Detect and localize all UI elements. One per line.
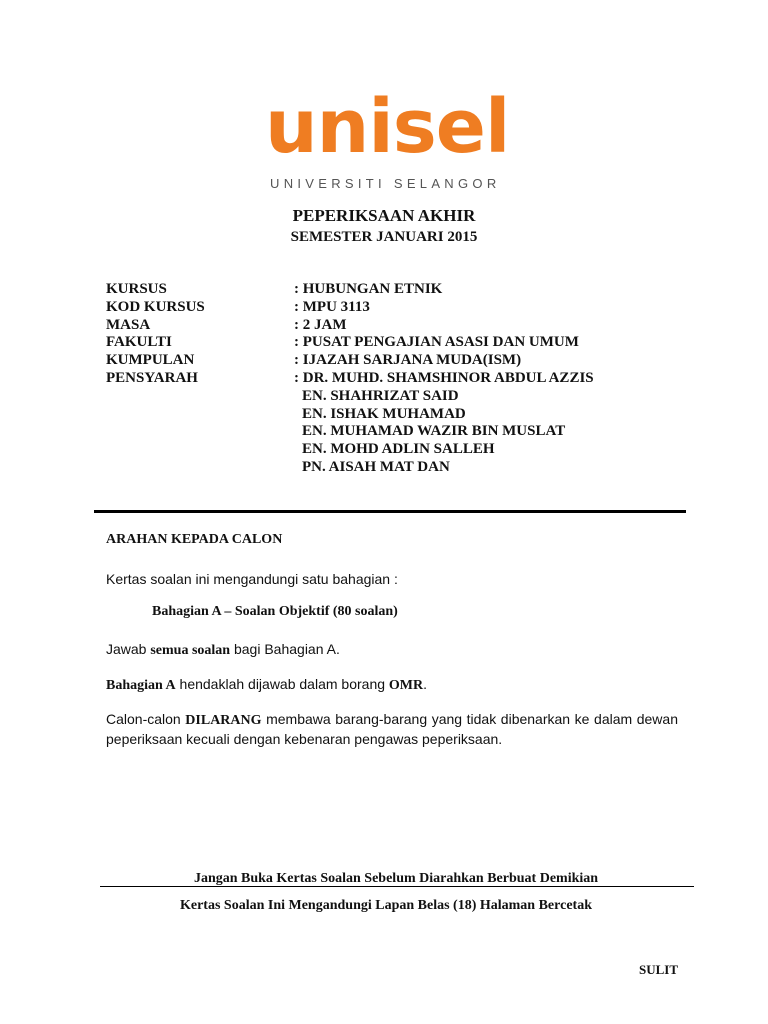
exam-title: PEPERIKSAAN AKHIR bbox=[292, 206, 476, 225]
text-run: Jawab bbox=[106, 641, 151, 657]
info-value: : PUSAT PENGAJIAN ASASI DAN UMUM bbox=[294, 334, 579, 351]
classification-label: SULIT bbox=[638, 962, 678, 977]
exam-semester: SEMESTER JANUARI 2015 bbox=[290, 229, 478, 245]
info-label: MASA bbox=[106, 316, 151, 333]
lecturer-item: PN. AISAH MAT DAN bbox=[302, 458, 450, 475]
text-run: hendaklah dijawab dalam borang bbox=[175, 676, 389, 692]
section-divider bbox=[94, 510, 686, 513]
text-run-bold: OMR bbox=[388, 678, 424, 693]
lecturer-item: EN. SHAHRIZAT SAID bbox=[302, 387, 459, 404]
info-label: PENSYARAH bbox=[106, 369, 198, 386]
instructions-section: Bahagian A – Soalan Objektif (80 soalan) bbox=[152, 604, 398, 619]
footer-divider bbox=[100, 886, 694, 887]
instructions-omr bbox=[106, 676, 678, 694]
lecturer-item: EN. MUHAMAD WAZIR BIN MUSLAT bbox=[302, 423, 566, 440]
text-run-bold: semua soalan bbox=[150, 643, 231, 658]
instructions-intro: Kertas soalan ini mengandungi satu bahagian : bbox=[106, 571, 398, 587]
logo-subtitle: UNIVERSITI SELANGOR bbox=[270, 176, 501, 191]
info-value: : DR. MUHD. SHAMSHINOR ABDUL AZZIS bbox=[294, 369, 594, 386]
info-label: KURSUS bbox=[106, 281, 167, 297]
course-info bbox=[106, 281, 594, 477]
text-run: membawa barang-barang yang tidak dibenarkan ke dalam dewan peperiksaan kecuali dengan kebenaran pengawas peperiksaan. bbox=[106, 711, 678, 747]
text-run: Calon-calon bbox=[106, 711, 186, 727]
info-row-kumpulan bbox=[106, 352, 594, 370]
lecturer-item: EN. MOHD ADLIN SALLEH bbox=[302, 441, 495, 458]
lecturer-item: EN. ISHAK MUHAMAD bbox=[302, 405, 466, 422]
text-run-bold: DILARANG bbox=[185, 713, 262, 728]
logo-wordmark: unisel bbox=[265, 84, 510, 170]
info-row-fakulti bbox=[106, 334, 594, 352]
info-value: : IJAZAH SARJANA MUDA(ISM) bbox=[294, 352, 522, 369]
instructions-answer-all bbox=[106, 641, 678, 659]
info-value: : HUBUNGAN ETNIK bbox=[294, 281, 443, 297]
info-row-pensyarah bbox=[106, 370, 594, 388]
info-row-kod-kursus bbox=[106, 299, 594, 317]
text-run: bagi Bahagian A. bbox=[230, 641, 340, 657]
unisel-logo bbox=[265, 84, 525, 191]
info-row-masa bbox=[106, 317, 594, 335]
info-label: KOD KURSUS bbox=[106, 298, 205, 315]
text-run-bold: Bahagian A bbox=[106, 678, 176, 693]
text-run: . bbox=[423, 676, 428, 692]
info-row-kursus bbox=[106, 281, 594, 299]
footer-warning: Jangan Buka Kertas Soalan Sebelum Diarahkan Berbuat Demikian bbox=[193, 871, 599, 886]
instructions-heading: ARAHAN KEPADA CALON bbox=[106, 532, 283, 547]
footer-page-count: Kertas Soalan Ini Mengandungi Lapan Belas (18) Halaman Bercetak bbox=[179, 898, 592, 913]
instructions-prohibited bbox=[106, 710, 678, 749]
info-value: : 2 JAM bbox=[294, 316, 347, 333]
info-label: FAKULTI bbox=[106, 334, 172, 351]
info-value: : MPU 3113 bbox=[294, 298, 370, 315]
info-label: KUMPULAN bbox=[106, 352, 195, 369]
